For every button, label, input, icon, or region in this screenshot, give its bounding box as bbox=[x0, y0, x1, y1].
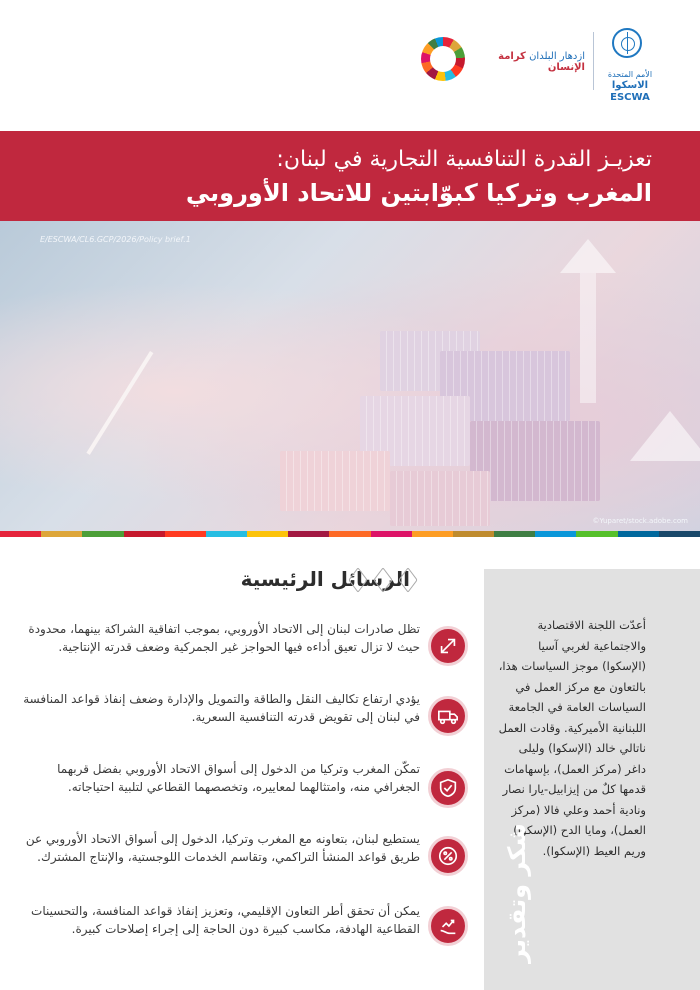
truck-icon bbox=[428, 696, 468, 736]
sdg-strip-segment bbox=[576, 531, 617, 537]
sdg-strip-segment bbox=[494, 531, 535, 537]
sdg-tagline-part2: كرامة الإنسان bbox=[498, 51, 585, 73]
key-messages-title: الرسائل الرئيسية bbox=[240, 567, 410, 591]
sdg-strip-segment bbox=[247, 531, 288, 537]
trade-arrows-icon bbox=[428, 626, 468, 666]
escwa-name-arabic: الاسكوا bbox=[611, 80, 649, 91]
un-name-arabic: الأمم المتحدة bbox=[607, 70, 653, 79]
sdg-color-strip bbox=[0, 531, 700, 537]
logo-divider bbox=[593, 32, 594, 90]
growth-hand-icon bbox=[428, 906, 468, 946]
acknowledgements-title: شكر وتقدير bbox=[503, 823, 531, 963]
arrow-stem bbox=[580, 273, 596, 403]
sdg-strip-segment bbox=[206, 531, 247, 537]
pen-shape bbox=[86, 351, 153, 455]
hero-image bbox=[0, 221, 700, 531]
acknowledgements-text: أعدّت اللجنة الاقتصادية والاجتماعية لغربي آسيا (الإسكوا) موجز السياسات هذا، بالتعاون مع مركز العمل في السياسات العامة في الجامعة اللبنانية الأميركية. وقادت العمل ناتالي خالد (الإسكوا) وليلى داغر (مركز العمل)، بإسهامات قدمها كلٌ من إيزابيل-يارا نصار ونادية أحمد وعلي فالا (مركز العمل)، ومايا الدح (الإسكوا) وريم العيط (الإسكوا). bbox=[498, 618, 646, 858]
arrow-up-icon bbox=[560, 239, 616, 273]
key-message-1: تظل صادرات لبنان إلى الاتحاد الأوروبي، بموجب اتفاقية الشراكة بينهما، محدودة حيث لا تزال تعيق أداءه فيها الحواجز غير الجمركية وضعف قدرته الإنتاجية. bbox=[28, 622, 420, 654]
escwa-logo bbox=[600, 28, 653, 103]
key-message-3: تمكّن المغرب وتركيا من الدخول إلى أسواق الاتحاد الأوروبي بفضل قربهما الجغرافي منه، وامتثالهما لمعاييره، وتخصصهما القطاعي لتلبية احتياجاته. bbox=[57, 762, 420, 794]
sdg-strip-segment bbox=[535, 531, 576, 537]
percent-tag-icon bbox=[428, 836, 468, 876]
acknowledgements-title-wrap bbox=[482, 799, 552, 989]
title-band bbox=[0, 131, 700, 221]
escwa-name-english: ESCWA bbox=[610, 92, 650, 103]
sdg-strip-segment bbox=[288, 531, 329, 537]
key-message-2: يؤدي ارتفاع تكاليف النقل والطاقة والتمويل والإدارة وضعف إنفاذ قواعد المنافسة في لبنان إلى تقويض قدرته التنافسية السعرية. bbox=[23, 692, 420, 724]
photo-credit: ©Yuparet/stock.adobe.com bbox=[592, 517, 688, 525]
sdg-strip-segment bbox=[82, 531, 123, 537]
sdg-strip-segment bbox=[453, 531, 494, 537]
arrow-up-icon bbox=[630, 411, 700, 461]
title-line-2: المغرب وتركيا كبوّابتين للاتحاد الأوروبي bbox=[185, 179, 652, 207]
sdg-strip-segment bbox=[124, 531, 165, 537]
acknowledgements-panel bbox=[484, 569, 700, 990]
un-emblem-icon bbox=[612, 28, 642, 58]
key-message-4: يستطيع لبنان، بتعاونه مع المغرب وتركيا، الدخول إلى أسواق الاتحاد الأوروبي عن طريق قواعد المنشأ التراكمي، وتقاسم الخدمات اللوجستية، والإنتاج المشترك. bbox=[25, 832, 420, 864]
sdg-wheel-icon bbox=[421, 37, 465, 81]
shield-check-icon bbox=[428, 768, 468, 808]
sdg-strip-segment bbox=[0, 531, 41, 537]
document-symbol: E/ESCWA/CL6.GCP/2026/Policy brief.1 bbox=[40, 235, 191, 244]
sdg-strip-segment bbox=[618, 531, 659, 537]
sdg-strip-segment bbox=[41, 531, 82, 537]
key-message-5: يمكن أن تحقق أطر التعاون الإقليمي، وتعزيز إنفاذ قواعد المنافسة، والتحسينات القطاعية الهادفة، مكاسب كبيرة دون الحاجة إلى إجراء إصلاحات كبيرة. bbox=[31, 904, 420, 936]
container-crate bbox=[280, 451, 390, 511]
container-crate bbox=[390, 471, 490, 526]
sdg-strip-segment bbox=[165, 531, 206, 537]
sdg-strip-segment bbox=[659, 531, 700, 537]
sdg-tagline bbox=[469, 51, 585, 73]
sdg-strip-segment bbox=[412, 531, 453, 537]
sdg-logo bbox=[415, 35, 585, 85]
sdg-tagline-part1: ازدهار البلدان bbox=[529, 51, 585, 62]
sdg-strip-segment bbox=[329, 531, 370, 537]
sdg-strip-segment bbox=[371, 531, 412, 537]
title-line-1: تعزيـز القدرة التنافسية التجارية في لبنان: bbox=[276, 147, 652, 172]
